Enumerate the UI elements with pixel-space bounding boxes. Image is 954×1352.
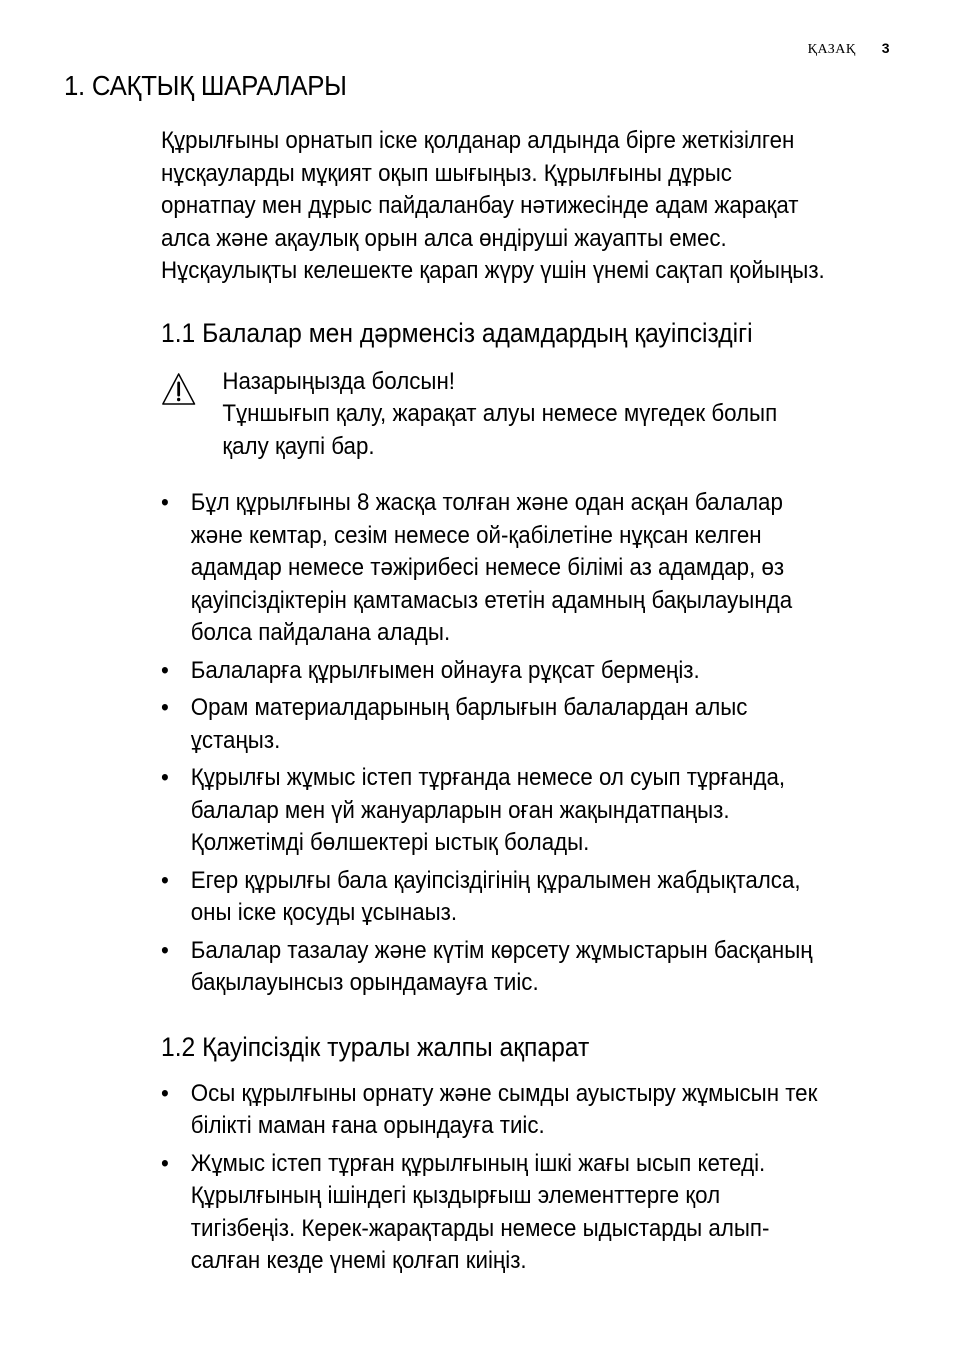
- section-heading: [161, 316, 896, 350]
- list-item-line: Осы құрылғыны орнату және сымды ауыстыру жұмысын тек: [190, 1079, 818, 1107]
- content-column: [161, 125, 896, 1278]
- chapter-title-text: САҚТЫҚ ШАРАЛАРЫ: [91, 70, 347, 101]
- bullet-icon: •: [161, 1149, 169, 1177]
- bullet-icon: •: [161, 1079, 169, 1107]
- list-item: [161, 1148, 896, 1278]
- intro-line: алса және ақаулық орын алса өндіруші жауапты емес.: [161, 224, 727, 252]
- list-item-line: қауіпсіздіктерін қамтамасыз ететін адамның бақылауында: [190, 586, 793, 614]
- chapter-number: 1.: [64, 70, 85, 101]
- list-item-line: бақылауынсыз орындамауға тиіс.: [190, 969, 539, 996]
- bullet-icon: •: [161, 656, 169, 684]
- warning-triangle-icon: [161, 372, 196, 406]
- section-heading: [161, 1030, 896, 1064]
- list-item-line: Орам материалдарының барлығын балалардан алыс: [190, 694, 748, 721]
- intro-line: Құрылғыны орнатып іске қолданар алдында бірге жеткізілген: [161, 127, 795, 154]
- list-item-line: Балалар тазалау және күтім көрсету жұмыстарын басқаның: [190, 936, 813, 964]
- list-item-line: Құрылғы жұмыс істеп тұрғанда немесе ол суып тұрғанда,: [190, 764, 786, 791]
- warning-title: Назарыңызда болсын!: [222, 367, 455, 395]
- list-item-line: салған кезде үнемі қолғап киіңіз.: [190, 1247, 527, 1274]
- list-item: [161, 487, 896, 650]
- list-item-line: болса пайдалана алады.: [190, 619, 451, 646]
- list-item-line: оны іске қосуды ұсынаыз.: [190, 899, 458, 926]
- warning-line: Тұншығып қалу, жарақат алуы немесе мүгедек болып: [222, 400, 778, 427]
- bullet-icon: •: [161, 489, 169, 516]
- list-item-line: тигізбеңіз. Керек-жарақтарды немесе ыдыстарды алып-: [190, 1214, 770, 1242]
- list-item: [161, 655, 896, 688]
- list-item: [161, 762, 896, 860]
- children-safety-list: [161, 487, 896, 1000]
- warning-text: [222, 398, 895, 463]
- bullet-icon: •: [161, 866, 169, 894]
- list-item-line: Қолжетімді бөлшектері ыстық болады.: [190, 829, 590, 856]
- list-item-line: білікті маман ғана орындауға тиіс.: [190, 1112, 545, 1139]
- intro-paragraph: [161, 125, 896, 288]
- intro-line: Нұсқаулықты келешекте қарап жүру үшін үнемі сақтап қойыңыз.: [161, 257, 825, 284]
- list-item-line: Егер құрылғы бала қауіпсіздігінің құралымен жабдықталса,: [190, 866, 801, 894]
- list-item-line: Балаларға құрылғымен ойнауға рұқсат бермеңіз.: [190, 656, 700, 684]
- page-number: 3: [881, 40, 890, 56]
- bullet-icon: •: [161, 694, 169, 721]
- section-number: 1.2: [161, 1031, 196, 1062]
- list-item-line: ұстаңыз.: [190, 726, 281, 754]
- section-title-text: Балалар мен дәрменсіз адамдардың қауіпсіздігі: [202, 317, 753, 348]
- warning-line: қалу қаупі бар.: [222, 432, 375, 460]
- bullet-icon: •: [161, 764, 169, 791]
- bullet-icon: •: [161, 936, 169, 964]
- list-item: [161, 1078, 896, 1143]
- page-content: [161, 125, 921, 1283]
- warning-block: [161, 366, 896, 464]
- chapter-title: [64, 70, 347, 102]
- list-item-line: Құрылғының ішіндегі қыздырғыш элементтерге қол: [190, 1182, 721, 1209]
- list-item-line: балалар мен үй жануарларын оған жақындатпаңыз.: [190, 796, 730, 824]
- intro-line: нұсқауларды мұқият оқып шығыңыз. Құрылғыны дұрыс: [161, 159, 732, 187]
- list-item: [161, 692, 896, 757]
- list-item-line: адамдар немесе тәжірибесі немесе білімі аз адамдар, өз: [190, 554, 785, 581]
- language-label: ҚАЗАҚ: [807, 42, 856, 57]
- section-title-text: Қауіпсіздік туралы жалпы ақпарат: [202, 1031, 590, 1062]
- list-item-line: Бұл құрылғыны 8 жасқа толған және одан асқан балалар: [190, 489, 783, 516]
- list-item: [161, 865, 896, 930]
- intro-line: орнатпау мен дұрыс пайдаланбау нәтижесінде адам жарақат: [161, 192, 799, 219]
- list-item-line: Жұмыс істеп тұрған құрылғының ішкі жағы ысып кетеді.: [190, 1149, 766, 1177]
- list-item: [161, 935, 896, 1000]
- general-safety-list: [161, 1078, 896, 1278]
- page-header: [808, 40, 890, 58]
- list-item-line: және кемтар, сезім немесе ой-қабілетіне нұқсан келген: [190, 521, 762, 549]
- section-number: 1.1: [161, 317, 196, 348]
